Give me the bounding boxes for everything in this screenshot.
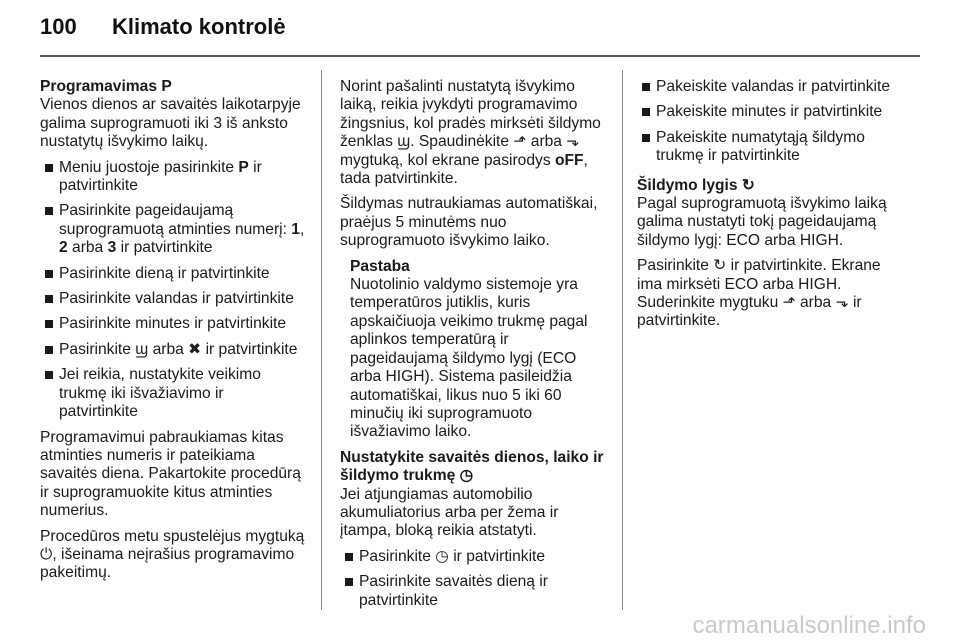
clock-icon: ◷ xyxy=(435,547,449,565)
list-item xyxy=(40,159,306,196)
section-heading-programming: Programavimas P xyxy=(40,78,172,95)
arrow-right-icon: ⬎ xyxy=(835,294,849,312)
heating-icon: ϣ xyxy=(135,340,149,358)
text: Meniu juostoje pasirinkite xyxy=(59,158,239,176)
page-header xyxy=(40,12,286,42)
watermark: carmanualsonline.info xyxy=(692,612,926,639)
text: Šildymo lygis xyxy=(637,176,742,194)
cycle-icon: ↻ xyxy=(741,176,755,194)
page-number: 100 xyxy=(40,14,77,39)
list-item: Pasirinkite dieną ir patvirtinkite xyxy=(40,265,306,283)
list-item: Pasirinkite minutes ir patvirtinkite xyxy=(40,315,306,333)
column-divider xyxy=(622,70,623,610)
list-item: Pasirinkite savaitės dieną ir patvirtinkite xyxy=(340,573,608,610)
list-item: Jei reikia, nustatykite veikimo trukmę iki išvažiavimo ir patvirtinkite xyxy=(40,366,306,421)
arrow-left-icon: ⬏ xyxy=(782,294,796,312)
text: ir patvirtinkite xyxy=(448,547,546,565)
text: , xyxy=(299,220,305,238)
text: arba xyxy=(795,294,836,312)
list-item xyxy=(40,341,306,359)
clock-icon: ◷ xyxy=(459,467,474,485)
bold-text: 3 xyxy=(107,239,117,257)
text: ir patvirtinkite xyxy=(59,158,262,195)
text: . Spaudinėkite xyxy=(410,133,514,151)
paragraph: Šildymas nutraukiamas automatiškai, praėjus 5 minutėms nuo suprogramuoto išvykimo laiko. xyxy=(340,195,598,250)
text: Procedūros metu spustelėjus mygtuką xyxy=(40,527,305,545)
column-3 xyxy=(637,78,907,338)
text: Pasirinkite pageidaujamą suprogramuotą atminties numerį: xyxy=(59,202,292,238)
bold-text: 2 xyxy=(59,239,68,257)
list-item: Pasirinkite valandas ir patvirtinkite xyxy=(40,290,306,308)
text: arba xyxy=(67,239,108,257)
page-title: Klimato kontrolė xyxy=(112,14,286,39)
text: arba xyxy=(526,133,567,151)
power-icon: ⏻ xyxy=(40,545,53,563)
column-2 xyxy=(340,78,608,617)
note-box xyxy=(340,258,608,442)
text: Pasirinkite xyxy=(59,340,136,358)
list-item: Pakeiskite minutes ir patvirtinkite xyxy=(637,103,907,121)
list-item xyxy=(340,548,608,566)
cycle-icon: ↻ xyxy=(713,257,727,275)
arrow-right-icon: ⬎ xyxy=(566,133,580,151)
text: ir patvirtinkite. Ekrane ima mirksėti ECO arba HIGH. Suderinkite mygtuku xyxy=(637,257,881,312)
paragraph: Pagal suprogramuotą išvykimo laiką galima nustatyti tokį pageidaujamą šildymo lygį: ECO arba HIGH. xyxy=(637,195,887,249)
bold-text: P xyxy=(238,158,249,176)
section-heading-heating-level xyxy=(637,177,907,195)
ventilation-icon: ✖ xyxy=(188,340,202,358)
text: Nustatykite savaitės dienos, laiko ir šildymo trukmę xyxy=(340,448,604,485)
paragraph: Vienos dienos ar savaitės laikotarpyje galima suprogramuoti iki 3 iš anksto nustatytų išvykimo laikų. xyxy=(40,96,301,151)
text: Pasirinkite xyxy=(637,257,714,275)
paragraph xyxy=(40,528,306,583)
list-item xyxy=(40,202,306,257)
note-title: Pastaba xyxy=(350,257,410,275)
paragraph: Jei atjungiamas automobilio akumuliatorius arba per žema ir įtampa, bloką reikia atstatyti. xyxy=(340,485,559,540)
section-heading-set-time xyxy=(340,449,608,486)
text: ir patvirtinkite xyxy=(201,340,298,358)
text: Norint pašalinti nustatytą išvykimo laiką, reikia įvykdyti programavimo žingsnius, kol pradės mirksėti šildymo ženklas xyxy=(340,78,601,151)
text: , išeinama neįrašius programavimo pakeitimų. xyxy=(40,545,295,582)
text: ir patvirtinkite xyxy=(116,239,213,257)
text: arba xyxy=(148,340,189,358)
paragraph xyxy=(637,257,907,331)
text: ir patvirtinkite. xyxy=(637,294,862,330)
column-1 xyxy=(40,78,306,590)
heating-icon: ϣ xyxy=(397,133,411,151)
header-rule xyxy=(40,55,920,57)
arrow-left-icon: ⬏ xyxy=(513,133,527,151)
list-item: Pakeiskite numatytąją šildymo trukmę ir patvirtinkite xyxy=(637,129,907,166)
column-divider xyxy=(321,70,322,610)
text: Pasirinkite xyxy=(359,547,436,565)
paragraph: Programavimui pabraukiamas kitas atminties numeris ir pateikiama savaitės diena. Pakartokite procedūrą ir suprogramuokite kitus atminties numerius. xyxy=(40,428,301,520)
bold-text: oFF xyxy=(554,151,584,169)
note-text: Nuotolinio valdymo sistemoje yra temperatūros jutiklis, kuris apskaičiuoja veikimo trukmę pagal aplinkos temperatūrą ir pageidaujamą šildymo lygį (ECO arba HIGH). Sistema pasileidžia automatiškai, likus nuo 5 iki 60 minučių iki suprogramuoto išvažiavimo laiko. xyxy=(350,276,588,441)
paragraph xyxy=(340,78,608,188)
list-item: Pakeiskite valandas ir patvirtinkite xyxy=(637,78,907,96)
text: mygtuką, kol ekrane pasirodys xyxy=(340,151,555,169)
bold-text: 1 xyxy=(291,220,300,238)
text: , tada patvirtinkite. xyxy=(340,151,588,188)
